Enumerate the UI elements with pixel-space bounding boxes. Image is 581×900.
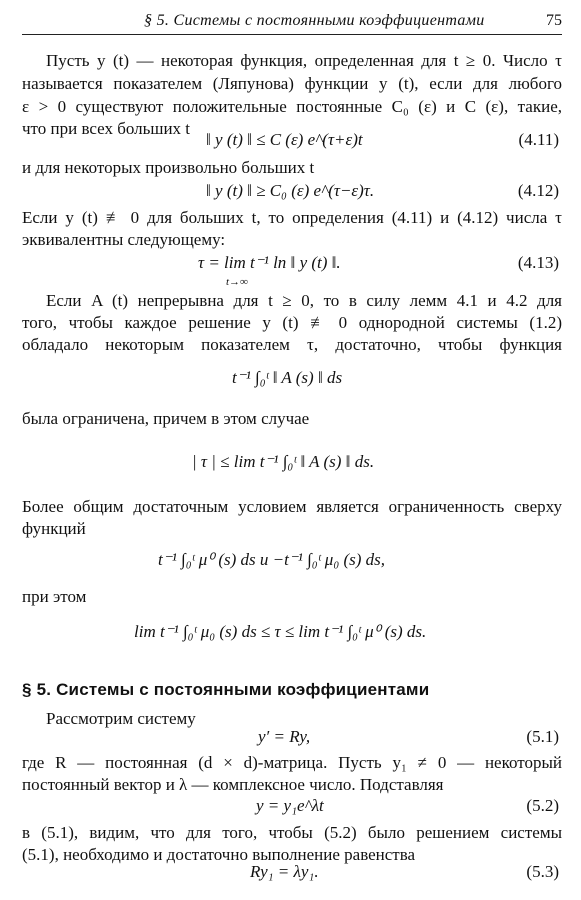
page-number: 75 bbox=[546, 12, 562, 29]
paragraph-line: обладало некоторым показателем τ, достаточно, чтобы функция bbox=[22, 335, 562, 354]
equation-number: (4.11) bbox=[518, 130, 559, 149]
formula-5-3: Ry₁ = λy₁. bbox=[250, 862, 319, 881]
formula-5-1: y′ = Ry, bbox=[258, 727, 311, 746]
paragraph-line: Более общим достаточным условием является ограниченность сверху bbox=[22, 497, 562, 516]
paragraph-line: того, чтобы каждое решение y (t) ≢ 0 однородной системы (1.2) bbox=[22, 313, 562, 332]
header-title: § 5. Системы с постоянными коэффициентами bbox=[144, 12, 485, 29]
paragraph-line: Рассмотрим систему bbox=[46, 709, 196, 728]
formula-integral-2: | τ | ≤ lim t⁻¹ ∫₀ᵗ ‖ A (s) ‖ ds. bbox=[192, 452, 375, 471]
formula-4-12: ‖ y (t) ‖ ≥ C₀ (ε) e^(τ−ε)τ. bbox=[206, 181, 375, 200]
paragraph-line: функций bbox=[22, 519, 86, 538]
formula-integral-3: t⁻¹ ∫₀ᵗ μ⁰ (s) ds и −t⁻¹ ∫₀ᵗ μ₀ (s) ds, bbox=[158, 550, 386, 569]
paragraph-line: ε > 0 существуют положительные постоянные C₀ (ε) и C (ε), такие, bbox=[22, 97, 562, 116]
paragraph-line: постоянный вектор и λ — комплексное число. Подставляя bbox=[22, 775, 444, 794]
paragraph-line: Если A (t) непрерывна для t ≥ 0, то в силу лемм 4.1 и 4.2 для bbox=[46, 291, 562, 310]
equation-number: (5.3) bbox=[526, 862, 559, 881]
equation-number: (5.2) bbox=[526, 796, 559, 815]
paragraph-line: в (5.1), видим, что для того, чтобы (5.2) было решением системы bbox=[22, 823, 562, 842]
formula-5-2: y = y₁e^λt bbox=[256, 796, 324, 815]
equation-number: (4.12) bbox=[517, 181, 559, 200]
equation-number: (4.13) bbox=[517, 253, 559, 272]
paragraph-line: эквивалентны следующему: bbox=[22, 230, 226, 249]
section-heading: § 5. Системы с постоянными коэффициентами bbox=[22, 680, 430, 699]
paragraph-line: что при всех больших t bbox=[22, 119, 191, 138]
paragraph-line: была ограничена, причем в этом случае bbox=[22, 409, 310, 428]
formula-4-13: τ = lim t⁻¹ ln ‖ y (t) ‖. bbox=[198, 253, 341, 272]
paragraph-line: при этом bbox=[22, 587, 87, 606]
paragraph-line: где R — постоянная (d × d)-матрица. Пусть y₁ ≠ 0 — некоторый bbox=[22, 753, 562, 772]
equation-number: (5.1) bbox=[526, 727, 559, 746]
limit-subscript: t→∞ bbox=[226, 276, 248, 288]
paragraph-line: (5.1), необходимо и достаточно выполнение равенства bbox=[22, 845, 416, 864]
formula-integral-1: t⁻¹ ∫₀ᵗ ‖ A (s) ‖ ds bbox=[232, 368, 343, 387]
running-header bbox=[22, 10, 562, 35]
paragraph-line: и для некоторых произвольно больших t bbox=[22, 158, 315, 177]
paragraph-line: Пусть y (t) — некоторая функция, определенная для t ≥ 0. Число τ bbox=[46, 51, 562, 70]
paragraph-line: называется показателем (Ляпунова) функции y (t), если для любого bbox=[22, 74, 562, 93]
formula-integral-4: lim t⁻¹ ∫₀ᵗ μ₀ (s) ds ≤ τ ≤ lim t⁻¹ ∫₀ᵗ μ⁰ (s) ds. bbox=[134, 622, 427, 641]
paragraph-line: Если y (t) ≢ 0 для больших t, то определения (4.11) и (4.12) числа τ bbox=[22, 208, 562, 227]
formula-4-11: ‖ y (t) ‖ ≤ C (ε) e^(τ+ε)t bbox=[206, 130, 363, 149]
